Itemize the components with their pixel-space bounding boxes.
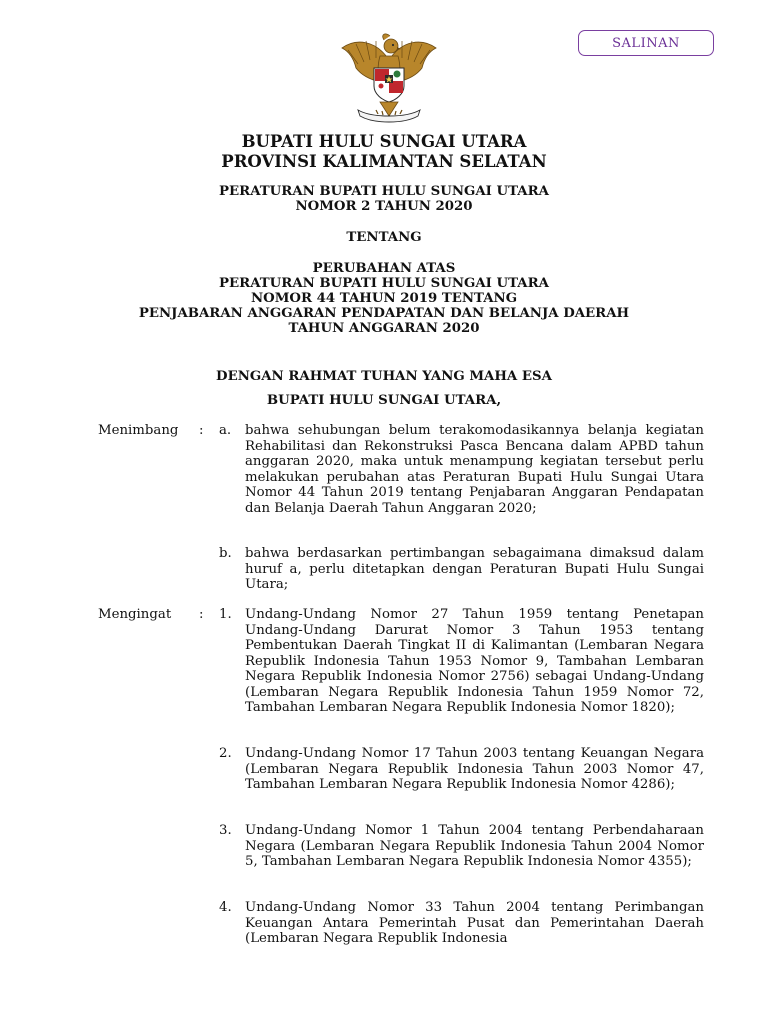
about-label: TENTANG bbox=[346, 230, 422, 245]
subject-line-5: TAHUN ANGGARAN 2020 bbox=[288, 321, 480, 336]
issuer-line-2: PROVINSI KALIMANTAN SELATAN bbox=[221, 152, 547, 171]
mengingat-item-3: Undang-Undang Nomor 1 Tahun 2004 tentang Perbendaharaan Negara (Lembaran Negara Republik Indonesia Tahun 2004 Nomor 5, Tambahan Lembaran Negara Republik Indonesia Nomor 4355); bbox=[245, 823, 704, 869]
regulation-subject bbox=[0, 261, 768, 336]
menimbang-item-a: bahwa sehubungan belum terakomodasikannya belanja kegiatan Rehabilitasi dan Rekonstruksi Pasca Bencana dalam APBD tahun anggaran 2020, maka untuk menampung kegiatan tersebut perlu melakukan perubahan atas Peraturan Bupati Hulu Sungai Utara Nomor 44 Tahun 2019 tentang Penjabaran Anggaran Pendapatan dan Belanja Daerah Tahun Anggaran 2020; bbox=[245, 423, 704, 516]
menimbang-mark-a: a. bbox=[219, 423, 232, 438]
regulation-heading bbox=[0, 184, 768, 214]
mengingat-mark-2: 2. bbox=[219, 746, 232, 761]
regulation-title: PERATURAN BUPATI HULU SUNGAI UTARA bbox=[219, 184, 549, 199]
mengingat-mark-3: 3. bbox=[219, 823, 232, 838]
issuer-line-1: BUPATI HULU SUNGAI UTARA bbox=[241, 132, 527, 151]
mengingat-label: Mengingat bbox=[98, 607, 172, 622]
menimbang-label: Menimbang bbox=[98, 423, 179, 438]
mengingat-mark-1: 1. bbox=[219, 607, 232, 622]
mengingat-colon: : bbox=[199, 607, 204, 622]
subject-line-2: PERATURAN BUPATI HULU SUNGAI UTARA bbox=[219, 276, 549, 291]
mengingat-item-4: Undang-Undang Nomor 33 Tahun 2004 tentang Perimbangan Keuangan Antara Pemerintah Pusat dan Pemerintahan Daerah (Lembaran Negara Republik Indonesia bbox=[245, 900, 704, 946]
blessing-line: DENGAN RAHMAT TUHAN YANG MAHA ESA bbox=[216, 369, 552, 384]
menimbang-mark-b: b. bbox=[219, 546, 232, 561]
menimbang-item-b: bahwa berdasarkan pertimbangan sebagaimana dimaksud dalam huruf a, perlu ditetapkan dengan Peraturan Bupati Hulu Sungai Utara; bbox=[245, 546, 704, 592]
mengingat-mark-4: 4. bbox=[219, 900, 232, 915]
menimbang-colon: : bbox=[199, 423, 204, 438]
issuer-title bbox=[0, 132, 768, 172]
subject-line-1: PERUBAHAN ATAS bbox=[312, 261, 456, 276]
regulation-number: NOMOR 2 TAHUN 2020 bbox=[295, 199, 473, 214]
mengingat-item-1: Undang-Undang Nomor 27 Tahun 1959 tentang Penetapan Undang-Undang Darurat Nomor 3 Tahun 1953 tentang Pembentukan Daerah Tingkat II di Kalimantan (Lembaran Negara Republik Indonesia Tahun 1953 Nomor 9, Tambahan Lembaran Negara Republik Indonesia Nomor 2756) sebagai Undang-Undang (Lembaran Negara Republik Indonesia Tahun 1959 Nomor 72, Tambahan Lembaran Negara Republik Indonesia Nomor 1820); bbox=[245, 607, 704, 715]
official-line: BUPATI HULU SUNGAI UTARA, bbox=[266, 393, 502, 408]
subject-line-3: NOMOR 44 TAHUN 2019 TENTANG bbox=[250, 291, 518, 306]
garuda-pancasila-emblem bbox=[336, 30, 442, 126]
subject-line-4: PENJABARAN ANGGARAN PENDAPATAN DAN BELANJA DAERAH bbox=[138, 306, 630, 321]
salinan-stamp: SALINAN bbox=[578, 30, 714, 56]
mengingat-item-2: Undang-Undang Nomor 17 Tahun 2003 tentang Keuangan Negara (Lembaran Negara Republik Indonesia Tahun 2003 Nomor 47, Tambahan Lembaran Negara Republik Indonesia Nomor 4286); bbox=[245, 746, 704, 792]
